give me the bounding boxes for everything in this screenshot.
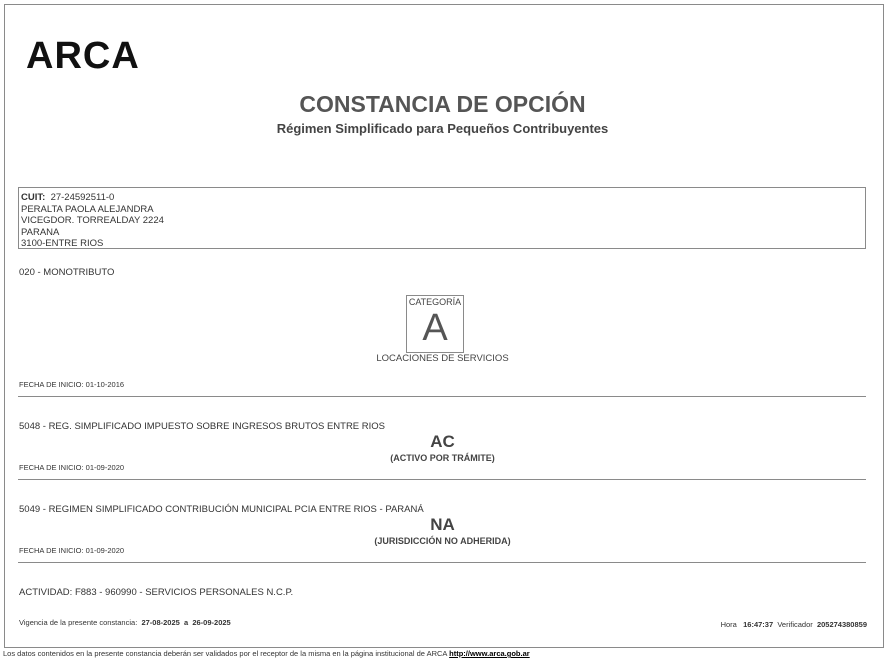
validity-label: Vigencia de la presente constancia: bbox=[19, 618, 138, 627]
iibb-regime: 5048 - REG. SIMPLIFICADO IMPUESTO SOBRE INGRESOS BRUTOS ENTRE RIOS bbox=[19, 421, 386, 432]
verifier-value: 205274380859 bbox=[816, 620, 867, 629]
divider bbox=[18, 479, 866, 480]
iibb-status-text: (ACTIVO POR TRÁMITE) bbox=[390, 453, 495, 463]
verification-line bbox=[721, 620, 867, 629]
cuit-value: 27-24592511-0 bbox=[50, 192, 115, 203]
taxpayer-name: PERALTA PAOLA ALEJANDRA bbox=[21, 203, 154, 215]
footer-text: Los datos contenidos en la presente constancia deberán ser validados por el receptor de la misma en la página institucional de ARCA bbox=[3, 649, 448, 658]
iibb-status-code: AC bbox=[430, 432, 455, 451]
footer-link[interactable]: http://www.arca.gob.ar bbox=[449, 649, 530, 658]
activity-line: ACTIVIDAD: F883 - 960990 - SERVICIOS PERSONALES N.C.P. bbox=[19, 587, 294, 598]
arca-logo: ARCA bbox=[26, 35, 140, 77]
category-box bbox=[406, 295, 464, 353]
taxpayer-box bbox=[18, 187, 866, 249]
category-label: CATEGORÍA bbox=[408, 297, 462, 307]
validity-from: 27-08-2025 bbox=[141, 618, 180, 627]
municipal-regime: 5049 - REGIMEN SIMPLIFICADO CONTRIBUCIÓN MUNICIPAL PCIA ENTRE RIOS - PARANÁ bbox=[19, 504, 424, 515]
verifier-label: Verificador bbox=[777, 620, 813, 629]
divider bbox=[18, 562, 866, 563]
taxpayer-zip-province: 3100-ENTRE RIOS bbox=[21, 238, 104, 249]
iibb-start-date: FECHA DE INICIO: 01-09-2020 bbox=[19, 463, 125, 472]
municipal-status-text: (JURISDICCIÓN NO ADHERIDA) bbox=[374, 536, 511, 546]
validity-separator: a bbox=[184, 618, 189, 627]
monotributo-regime: 020 - MONOTRIBUTO bbox=[19, 267, 115, 278]
divider bbox=[18, 396, 866, 397]
cuit-label: CUIT: bbox=[21, 192, 46, 203]
document-subtitle: Régimen Simplificado para Pequeños Contribuyentes bbox=[276, 121, 609, 136]
taxpayer-address: VICEGDOR. TORREALDAY 2224 bbox=[21, 215, 164, 226]
category-value: A bbox=[422, 307, 448, 349]
municipal-status-code: NA bbox=[430, 515, 455, 534]
municipal-start-date: FECHA DE INICIO: 01-09-2020 bbox=[19, 546, 125, 555]
taxpayer-city: PARANA bbox=[21, 226, 60, 238]
category-description: LOCACIONES DE SERVICIOS bbox=[376, 353, 509, 364]
validity-to: 26-09-2025 bbox=[192, 618, 231, 627]
hour-value: 16:47:37 bbox=[743, 620, 774, 629]
document-title: CONSTANCIA DE OPCIÓN bbox=[299, 91, 586, 117]
cuit-line bbox=[21, 192, 863, 204]
validity-line bbox=[19, 618, 231, 627]
footer-note bbox=[3, 649, 530, 658]
monotributo-start-date: FECHA DE INICIO: 01-10-2016 bbox=[19, 380, 125, 389]
hour-label: Hora bbox=[720, 620, 737, 629]
